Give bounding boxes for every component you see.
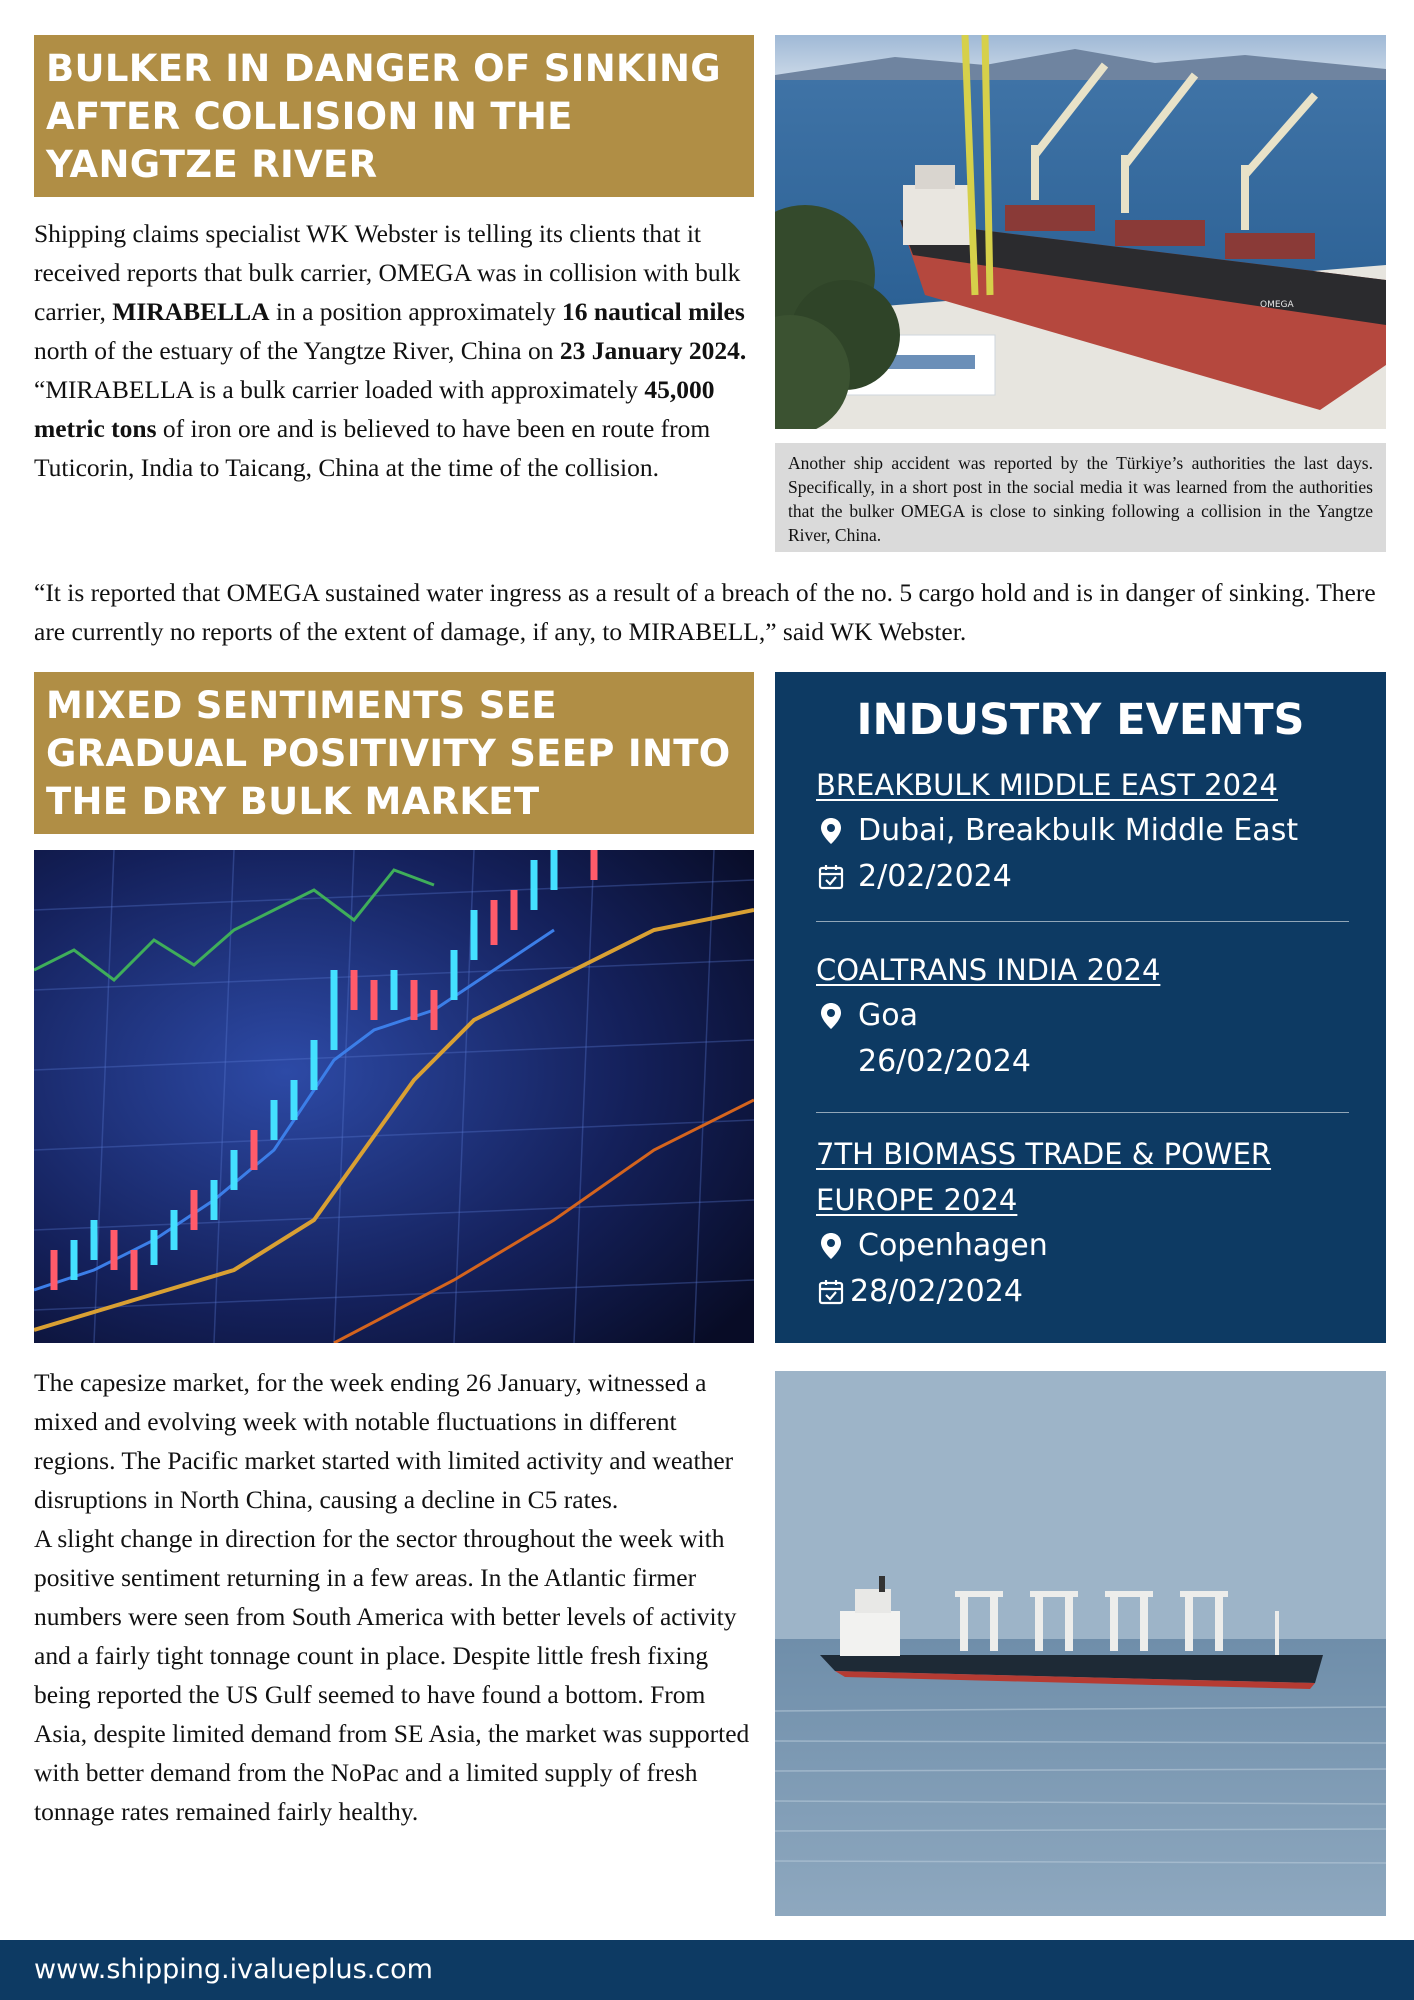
location-pin-icon [816, 1231, 846, 1261]
event-date: 2/02/2024 [858, 859, 1012, 894]
events-title: INDUSTRY EVENTS [856, 695, 1305, 745]
event-date: 28/02/2024 [850, 1274, 1023, 1309]
article1-paragraph-1: Shipping claims specialist WK Webster is telling its clients that it received reports that bulk carrier, OMEGA was in collision with bulk carrier, MIRABELLA in a position approximately 16 nautical miles north of the estuary of the Yangtze River, China on 23 January 2024. [34, 219, 747, 365]
event-location-row [816, 993, 918, 1039]
article1-body [34, 214, 758, 487]
event-date-row [816, 854, 1012, 900]
location-pin-icon [816, 816, 846, 846]
events-divider [816, 1112, 1349, 1113]
article1-paragraph-2: “MIRABELLA is a bulk carrier loaded with approximately 45,000 metric tons of iron ore and is believed to have been en route from Tuticorin, India to Taicang, China at the time of the collision. [34, 375, 715, 482]
article2-headline-text: MIXED SENTIMENTS SEE GRADUAL POSITIVITY SEEP INTO THE DRY BULK MARKET [46, 684, 731, 823]
bulker-harbor-photo [775, 35, 1386, 429]
location-pin-icon [816, 1001, 846, 1031]
event-location-row [816, 808, 1298, 854]
article1-headline [34, 35, 754, 197]
article2-headline [34, 672, 754, 834]
event-date-row [816, 1269, 1023, 1315]
calendar-icon [816, 1277, 846, 1307]
event-date: 26/02/2024 [858, 1044, 1031, 1079]
market-chart-photo [34, 850, 754, 1343]
footer-website-link[interactable]: www.shipping.ivalueplus.com [34, 1954, 433, 1985]
event-link-breakbulk[interactable]: BREAKBULK MIDDLE EAST 2024 [816, 768, 1278, 802]
event-location: Copenhagen [858, 1228, 1048, 1263]
calendar-icon [816, 862, 846, 892]
event-link-biomass[interactable]: 7TH BIOMASS TRADE & POWER EUROPE 2024 [816, 1137, 1272, 1217]
article2-body [34, 1363, 758, 1831]
footer-bar [0, 1940, 1414, 2000]
event-location: Goa [858, 998, 918, 1033]
article2-paragraph-2: A slight change in direction for the sector throughout the week with positive sentiment returning in a few areas. In the Atlantic firmer numbers were seen from South America with better levels of activity and a fairly tight tonnage count in place. Despite little fresh fixing being reported the US Gulf seemed to have found a bottom. From Asia, despite limited demand from SE Asia, the market was supported with better demand from the NoPac and a limited supply of fresh tonnage rates remained fairly healthy. [34, 1524, 750, 1826]
article2-paragraph-1: The capesize market, for the week ending 26 January, witnessed a mixed and evolving week with notable fluctuations in different regions. The Pacific market started with limited activity and weather disruptions in North China, causing a decline in C5 rates. [34, 1368, 734, 1514]
event-location: Dubai, Breakbulk Middle East [858, 813, 1299, 848]
industry-events-panel [775, 672, 1386, 1343]
photo-caption: Another ship accident was reported by the Türkiye’s authorities the last days. Specifically, in a short post in the social media it was learned from the authorities that the bulker OMEGA is close to sinking following a collision in the Yangtze River, China. [775, 443, 1386, 552]
event-link-coaltrans[interactable]: COALTRANS INDIA 2024 [816, 953, 1161, 987]
hull-name-label: OMEGA [1260, 300, 1294, 310]
article1-paragraph-3: “It is reported that OMEGA sustained water ingress as a result of a breach of the no. 5 cargo hold and is in danger of sinking. There are currently no reports of the extent of damage, if any, to MIRABELL,” said WK Webster. [34, 578, 1376, 646]
event-date-row [816, 1039, 1031, 1085]
event-location-row [816, 1223, 1048, 1269]
article1-headline-text: BULKER IN DANGER OF SINKING AFTER COLLISION IN THE YANGTZE RIVER [46, 47, 721, 186]
bulker-at-sea-photo [775, 1371, 1386, 1916]
events-divider [816, 921, 1349, 922]
